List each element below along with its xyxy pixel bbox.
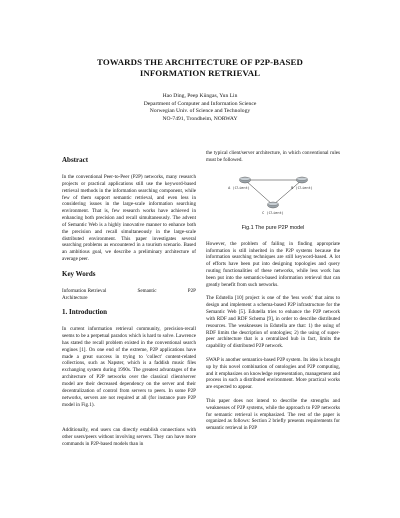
keyword: Semantic <box>137 287 157 294</box>
abstract-heading: Abstract <box>62 156 89 164</box>
body-paragraph: The Edutella [10] project is one of the 'less work' that aims to design and implement a schema-based P2P infrastructure for the Semantic Web [5]. Edutella tries to enhance the P2P network with RDF and RDF Schema [9], in order to describe distributed resources. The weaknesses in Edutella are that: 1) the using of RDF limits the description of ontologies; 2) the using of super-peer architecture that is a centralized hub in fact, limits the capability of distributed P2P network. <box>206 295 340 350</box>
intro-paragraph: Additionally, end users can directly establish connections with other users/peers without involving servers. They can have more commands in P2P-based models than in <box>62 427 196 448</box>
diagram-link <box>245 180 273 205</box>
keyword: Architecture <box>62 294 88 301</box>
intro-paragraph: In current information retrieval community, precision-recall seems to be a perpetual paradox which is hard to solve. Lawrence has stated the recall problem existed in the conventional search engines [1]. On one end of the extreme, P2P applications have made a great success in trying to 'collect' content-related collections, such as Napster, which is a faddish music files exchanging system during 1990s. The greatest advantages of the architecture of P2P networks over the classical client/server model are their decreased dependency on the server and their decentralization of control from servers to peers. In some P2P networks, servers are not required at all (for instance pure P2P model in Fig.1). <box>62 326 196 408</box>
keywords-heading: Key Words <box>62 269 96 278</box>
affiliation-line: Department of Computer and Information Science <box>143 100 257 107</box>
keyword: P2P <box>187 287 196 294</box>
body-paragraph: This paper does not intend to describe the strengths and weaknesses of P2P systems, while the approach to P2P networks for semantic retrieval is emphasized. The rest of the paper is organized as follows: Section 2 briefly presents requirements for semantic retrieval in P2P <box>206 397 340 432</box>
keywords-list <box>62 288 196 295</box>
abstract-text: In the conventional Peer-to-Peer (P2P) networks, many research projects or practical applications still use the keyword-based retrieval methods in the information searching component, while few of them support semantic retrieval, and even less in considering issues in the large-scale information searching environment. That is, few research works have achieved in enhancing both precision and recall simultaneously. The advent of Semantic Web is a highly innovative manner to enhance both the precision and recall simultaneously in the large-scale distributed environment. This paper investigates several searching problems as encountered in a tourism scenario. Based an ambitious goal, we describe a preliminary architecture of average peer. <box>62 174 196 263</box>
paper-title <box>0 57 400 79</box>
peer-node-c <box>268 202 279 208</box>
body-paragraph: However, the problem of failing in finding appropriate information is still inherited in the P2P systems because the information searching techniques are still keyword-based. A lot of efforts have been put into designing topologies and query routing functionalities of these networks, while less work has been put into the semantics-based information retrieval that can greatly benefit from such networks. <box>206 240 340 288</box>
p2p-diagram <box>206 167 340 225</box>
peer-node-b <box>297 177 308 183</box>
right-column <box>206 150 340 439</box>
affiliation-line: NO-7491, Trondheim, NORWAY <box>162 116 238 123</box>
node-label-a: A (Client) <box>228 185 250 190</box>
paper-title-line: INFORMATION RETRIEVAL <box>139 68 261 78</box>
affiliation-line: Norwegian Univ. of Science and Technology <box>149 108 251 115</box>
node-label-c: C (Client) <box>262 210 284 215</box>
body-paragraph: the typical client/server architecture, in which conventional rules must be followed. <box>206 150 340 163</box>
author-names: Hao Ding, Peep Küngas, Yun Lin <box>162 93 238 99</box>
node-label-b: B (Client) <box>291 185 313 190</box>
figure-caption: Fig.1 The pure P2P model <box>241 224 305 231</box>
p2p-figure <box>206 167 340 225</box>
peer-node-a <box>240 177 251 183</box>
intro-heading: 1. Introduction <box>62 308 107 317</box>
body-paragraph: SWAP is another semantics-based P2P system. Its idea is brought up by this novel combination of ontologies and P2P computing, and it emphasizes on knowledge representation, management and process in such a distributed environment. More practical works are expected to appear. <box>206 356 340 391</box>
left-column <box>62 150 196 455</box>
paper-title-line: TOWARDS THE ARCHITECTURE OF P2P-BASED <box>97 57 303 67</box>
keyword: Information Retrieval <box>62 287 107 294</box>
diagram-link <box>273 180 302 205</box>
author-block <box>0 93 400 124</box>
